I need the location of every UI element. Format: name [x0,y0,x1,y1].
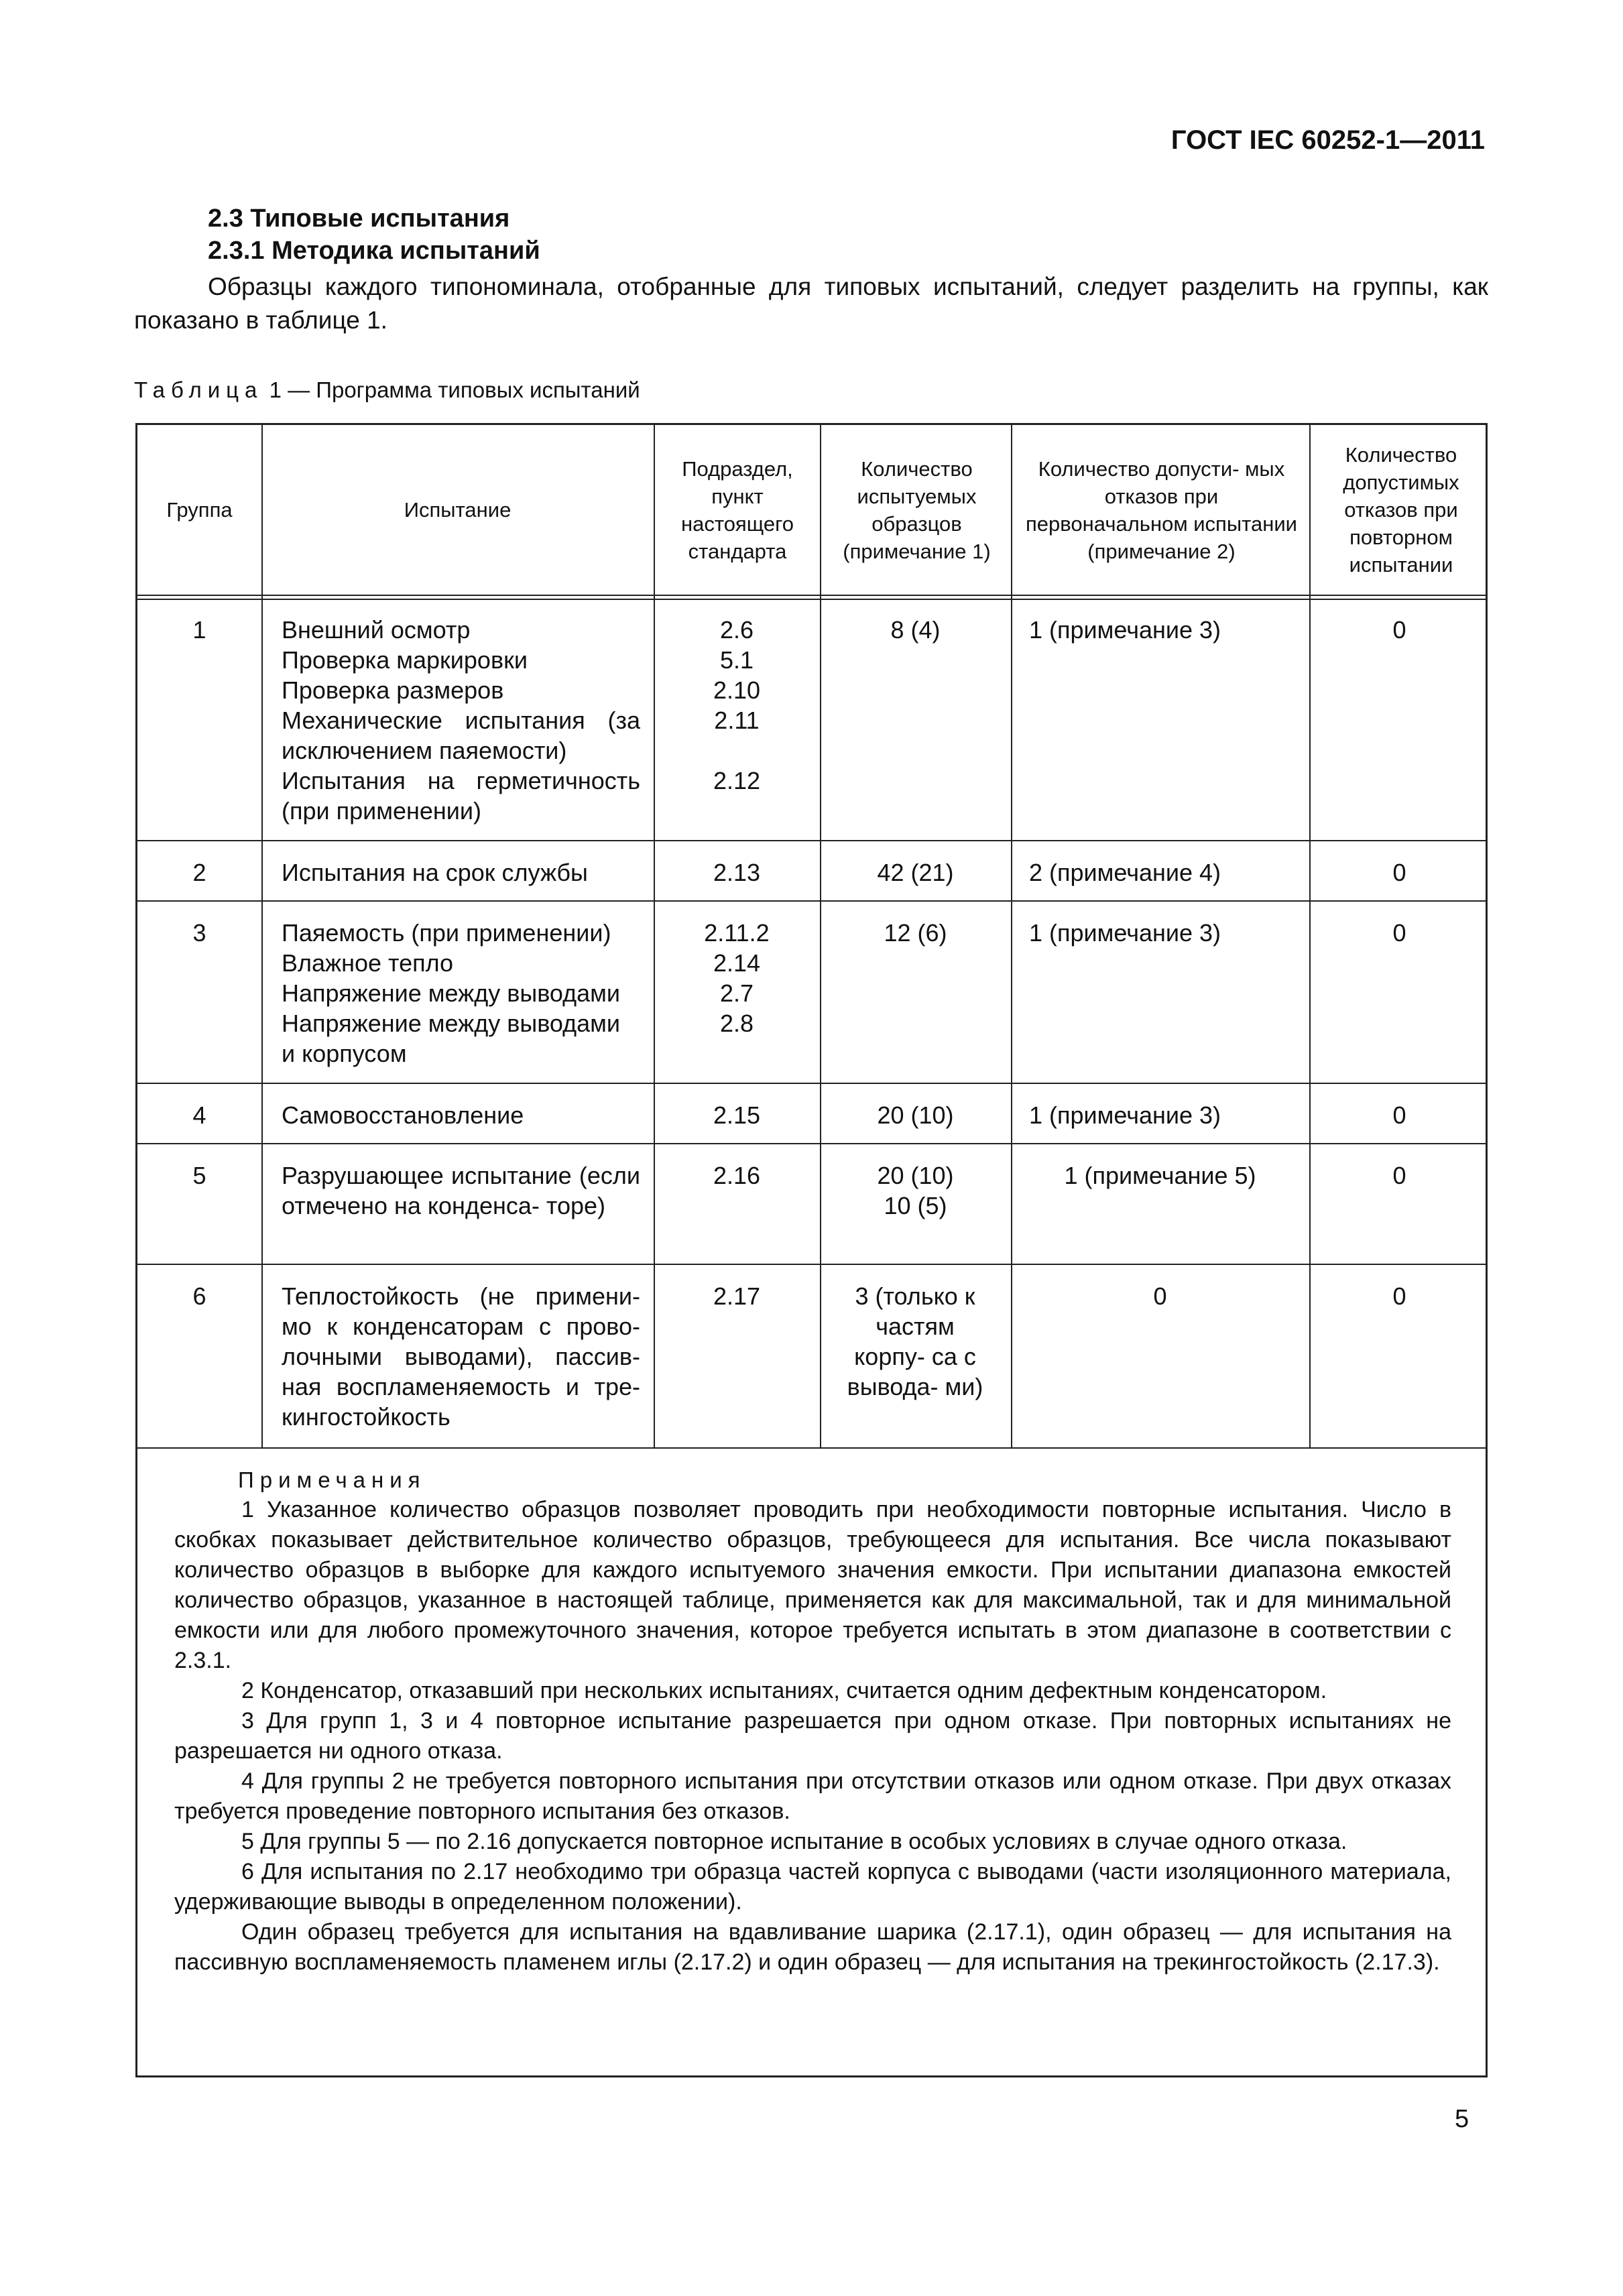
page-number: 5 [1455,2105,1469,2133]
test-item: Паяемость (при применении) [282,919,611,947]
row-3-tests [282,918,640,1069]
test-item: Проверка маркировки [282,646,528,674]
test-item: Разрушающее испытание (если отмечено на конденса- торе) [282,1162,640,1219]
test-program-table [135,423,1488,2077]
row-6-retest-failures: 0 [1392,1282,1406,1310]
row-3-samples: 12 (6) [884,919,947,947]
note-item: 2 Конденсатор, отказавший при нескольких испытаниях, считается одним дефектным конденсатором. [241,1678,1327,1703]
header-initial-failures: Количество допусти- мых отказов при первоначальном испытании (примечание 2) [1026,457,1297,563]
clause-ref: 2.15 [713,1101,761,1129]
clause-ref: 2.7 [719,979,754,1007]
row-3-retest-failures: 0 [1392,919,1406,947]
row-3-initial-failures: 1 (примечание 3) [1029,919,1221,947]
row-2-samples: 42 (21) [877,859,954,886]
row-2-retest-failures: 0 [1392,859,1406,886]
row-2-tests [282,857,640,888]
clause-ref: 2.12 [713,767,761,794]
header-rule [137,595,1486,596]
test-item: Внешний осмотр [282,616,471,644]
clause-ref: 2.16 [713,1162,761,1189]
clause-ref: 2.11.2 [704,919,770,947]
header-group: Группа [166,498,233,522]
test-item: Влажное тепло [282,949,454,977]
row-2-initial-failures: 2 (примечание 4) [1029,859,1221,886]
test-item: Теплостойкость (не примени- мо к конденсаторам с прово- лочными выводами), пассив- ная воспламеняемость и тре- кингостойкость [282,1282,640,1431]
row-3-clauses [654,918,820,1038]
row-5-tests [282,1160,640,1221]
row-divider [137,840,1486,841]
row-3-group: 3 [192,919,206,947]
row-2-group: 2 [192,859,206,886]
row-4-tests [282,1100,640,1130]
test-item: Проверка размеров [282,676,504,704]
row-6-initial-failures: 0 [1153,1282,1167,1310]
row-divider [137,1264,1486,1265]
row-1-clauses [654,615,820,796]
header-test: Испытание [404,498,512,522]
notes-title-text: Примечания [238,1467,426,1492]
note-item: 5 Для группы 5 — по 2.16 допускается повторное испытание в особых условиях в случае одного отказа. [241,1829,1347,1854]
row-divider [137,1143,1486,1144]
subsection-title: 2.3.1 Методика испытаний [208,237,540,265]
row-6-group: 6 [192,1282,206,1310]
row-divider [137,1083,1486,1084]
row-divider [137,900,1486,902]
clause-ref: 5.1 [719,646,754,674]
note-item: 6 Для испытания по 2.17 необходимо три образца частей корпуса с выводами (части изоляционного материала, удерживающие выводы в определенном положении). [174,1859,1451,1915]
row-1-samples: 8 (4) [890,616,941,644]
intro-paragraph: Образцы каждого типономинала, отобранные для типовых испытаний, следует разделить на группы, как показано в таблице 1. [134,273,1488,334]
section-title: 2.3 Типовые испытания [208,204,510,233]
row-4-initial-failures: 1 (примечание 3) [1029,1101,1221,1129]
table-caption-label: Таблица [134,377,263,402]
row-1-initial-failures: 1 (примечание 3) [1029,616,1221,644]
test-item: Испытания на срок службы [282,859,588,886]
clause-ref: 2.6 [719,616,754,644]
table-caption-text: 1 — Программа типовых испытаний [269,377,640,402]
clause-ref: 2.14 [713,949,761,977]
clause-ref: 2.13 [713,859,761,886]
note-item: 1 Указанное количество образцов позволяет проводить при необходимости повторные испытания. Число в скобках показывает действительное количество образцов, требующееся для испытания. Все числа показывают количество образцов в выборке для каждого испытуемого значения емкости. При испытании диапазона емкостей количество образцов, указанное в настоящей таблице, применяется как для максимальной, так и для минимальной емкости или для любого промежуточного значения, которое требуется испытать в этом диапазоне в соответствии с 2.3.1. [174,1497,1451,1673]
notes-divider [137,1447,1486,1449]
row-6-clauses [654,1281,820,1311]
row-6-samples: 3 (только к частям корпу- са с вывода- ми) [847,1282,983,1400]
test-item: Напряжение между выводами [282,979,621,1007]
row-5-initial-failures: 1 (примечание 5) [1064,1162,1256,1189]
row-4-group: 4 [192,1101,206,1129]
row-4-retest-failures: 0 [1392,1101,1406,1129]
note-item: 4 Для группы 2 не требуется повторного испытания при отсутствии отказов или одном отказе. При двух отказах требуется проведение повторного испытания без отказов. [174,1768,1451,1824]
test-item: Напряжение между выводами и корпусом [282,1010,621,1067]
table-caption [134,377,640,403]
row-1-tests [282,615,640,826]
row-1-group: 1 [192,616,206,644]
row-5-retest-failures: 0 [1392,1162,1406,1189]
header-retest-failures: Количество допустимых отказов при повторном испытании [1343,443,1459,577]
clause-ref: 2.8 [719,1010,754,1037]
header-clause: Подраздел, пункт настоящего стандарта [680,457,794,563]
test-item: Механические испытания (за исключением паяемости) [282,707,640,764]
notes-title [238,1464,774,1495]
row-6-tests [282,1281,640,1432]
row-1-retest-failures: 0 [1392,616,1406,644]
row-5-group: 5 [192,1162,206,1189]
test-item: Самовосстановление [282,1101,524,1129]
note-item: Один образец требуется для испытания на вдавливание шарика (2.17.1), один образец — для испытания на пассивную воспламеняемость пламенем иглы (2.17.2) и один образец — для испытания на трекингостойкость (2.17.3). [174,1919,1451,1975]
notes-list [174,1495,1451,1978]
clause-ref: 2.11 [714,707,760,734]
test-item: Испытания на герметичность (при применении) [282,767,640,825]
header-samples: Количество испытуемых образцов (примечание 1) [843,457,991,563]
clause-ref: 2.10 [713,676,761,704]
row-5-clauses [654,1160,820,1191]
row-4-samples: 20 (10) [877,1101,954,1129]
row-4-clauses [654,1100,820,1130]
clause-spacer [654,735,820,766]
standard-code: ГОСТ IEC 60252-1—2011 [1170,125,1485,155]
row-5-samples: 20 (10) 10 (5) [877,1162,954,1219]
row-2-clauses [654,857,820,888]
clause-ref: 2.17 [713,1282,761,1310]
header-rule-double [137,599,1486,600]
note-item: 3 Для групп 1, 3 и 4 повторное испытание разрешается при одном отказе. При повторных испытаниях не разрешается ни одного отказа. [174,1708,1451,1764]
